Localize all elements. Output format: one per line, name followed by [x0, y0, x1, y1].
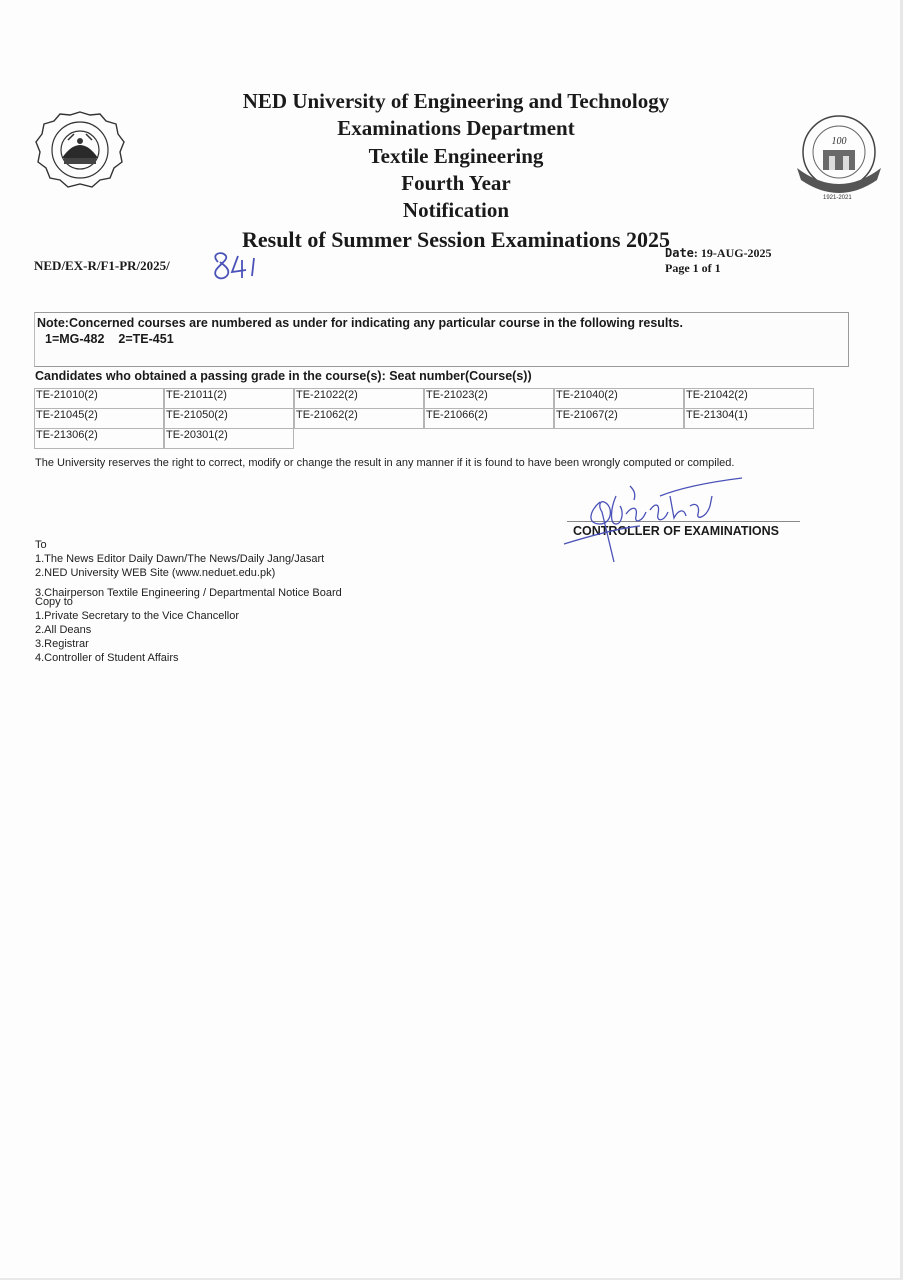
copy-to-label: Copy to: [35, 596, 73, 608]
university-seal-right-logo: [793, 110, 885, 206]
course-code: 2=TE-451: [118, 332, 174, 346]
seat-number-cell: TE-21062(2): [294, 408, 424, 429]
handwritten-reference: [208, 248, 266, 284]
copy-list-item: 1.Private Secretary to the Vice Chancellor: [35, 610, 240, 622]
page-number: Page 1 of 1: [665, 261, 721, 275]
handwritten-signature: [560, 466, 750, 566]
signatory-title: CONTROLLER OF EXAMINATIONS: [573, 524, 780, 538]
centenary-years: 1921-2021: [823, 195, 852, 201]
university-seal-left-logo: [34, 110, 126, 190]
copy-list-item: 3.Registrar: [35, 638, 89, 650]
seat-number-cell: TE-21050(2): [164, 408, 294, 429]
department-name: Examinations Department: [337, 116, 575, 140]
seat-number-cell: TE-21304(1): [684, 408, 814, 429]
to-label: To: [35, 539, 47, 551]
seat-number-cell: TE-21023(2): [424, 388, 554, 409]
copy-list-item: 4.Controller of Student Affairs: [35, 652, 179, 664]
course-code: 1=MG-482: [45, 332, 105, 346]
to-list-item: 3.Chairperson Textile Engineering / Departmental Notice Board: [35, 587, 342, 599]
to-list-item: 1.The News Editor Daily Dawn/The News/Daily Jang/Jasart: [35, 553, 325, 565]
seat-number-cell: TE-21010(2): [34, 388, 164, 409]
note-text: Note:Concerned courses are numbered as under for indicating any particular course in the following results.: [37, 316, 683, 330]
seat-number-cell: TE-21040(2): [554, 388, 684, 409]
reference-number: NED/EX-R/F1-PR/2025/: [34, 258, 170, 273]
note-box: [34, 312, 849, 367]
seat-number-cell: TE-21306(2): [34, 428, 164, 449]
seat-number-cell: TE-21067(2): [554, 408, 684, 429]
seat-number-cell: TE-21042(2): [684, 388, 814, 409]
seat-number-cell: TE-20301(2): [164, 428, 294, 449]
year-label: Fourth Year: [401, 171, 511, 195]
to-list-item: 2.NED University WEB Site (www.neduet.edu.pk): [35, 567, 276, 579]
seat-number-cell: TE-21045(2): [34, 408, 164, 429]
disclaimer-text: The University reserves the right to correct, modify or change the result in any manner if it is found to have been wrongly computed or compiled.: [35, 457, 735, 469]
issue-date: Date: 19-AUG-2025: [665, 246, 772, 260]
seat-number-cell: TE-21011(2): [164, 388, 294, 409]
copy-list-item: 2.All Deans: [35, 624, 92, 636]
seat-number-cell: TE-21022(2): [294, 388, 424, 409]
svg-text:100: 100: [831, 136, 847, 147]
seat-number-cell: TE-21066(2): [424, 408, 554, 429]
result-title: Result of Summer Session Examinations 2025: [241, 227, 671, 252]
discipline-name: Textile Engineering: [368, 144, 544, 168]
university-name: NED University of Engineering and Technology: [242, 89, 670, 113]
course-code-list: [45, 332, 174, 346]
candidates-heading: Candidates who obtained a passing grade in the course(s): Seat number(Course(s)): [35, 369, 532, 383]
notice-type: Notification: [402, 198, 510, 222]
